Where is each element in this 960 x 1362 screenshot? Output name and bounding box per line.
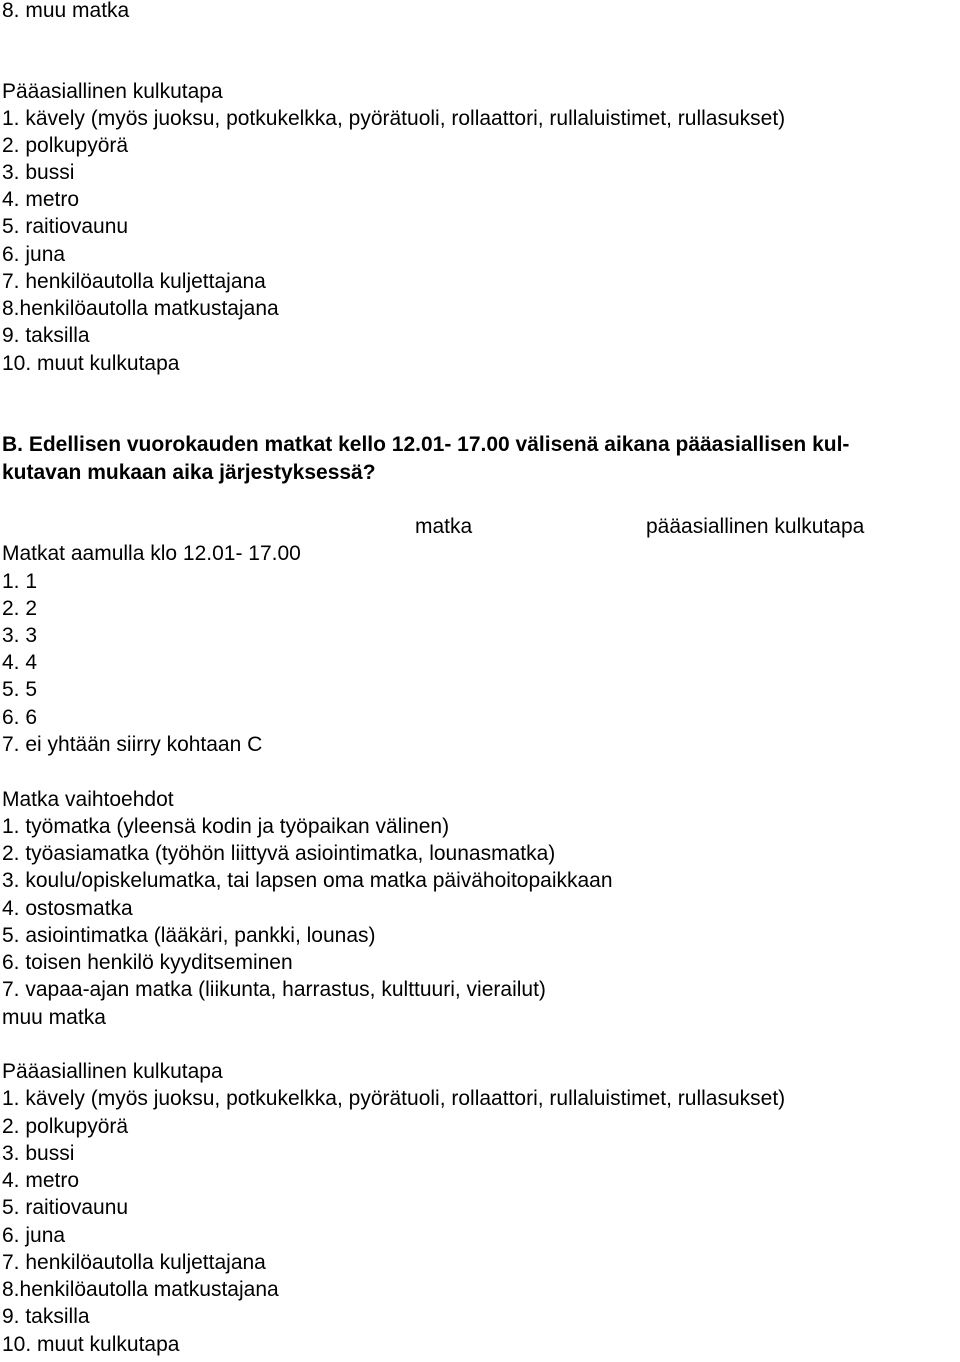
top-item: 8. muu matka <box>2 0 130 22</box>
list2-item: 7. henkilöautolla kuljettajana <box>2 1251 266 1274</box>
list2-item: 5. raitiovaunu <box>2 1196 129 1219</box>
list1-item: 8.henkilöautolla matkustajana <box>2 297 279 320</box>
list2-item: 9. taksilla <box>2 1305 90 1328</box>
column-header-matka: matka <box>415 515 473 538</box>
section-b-heading-line2: kutavan mukaan aika järjestyksessä? <box>2 461 376 484</box>
list1-item: 5. raitiovaunu <box>2 215 129 238</box>
option-item: muu matka <box>2 1006 106 1029</box>
table-row: 5. 5 <box>2 678 38 701</box>
list1-item: 4. metro <box>2 188 80 211</box>
list2-item: 8.henkilöautolla matkustajana <box>2 1278 279 1301</box>
option-item: 7. vapaa-ajan matka (liikunta, harrastus, kulttuuri, vierailut) <box>2 978 546 1001</box>
list2-item: 2. polkupyörä <box>2 1115 129 1138</box>
table-row-title: Matkat aamulla klo 12.01- 17.00 <box>2 542 301 565</box>
list1-item: 2. polkupyörä <box>2 134 129 157</box>
list1-item: 1. kävely (myös juoksu, potkukelkka, pyörätuoli, rollaattori, rullaluistimet, rullasukset) <box>2 107 786 130</box>
list1-heading: Pääasiallinen kulkutapa <box>2 80 223 103</box>
list2-item: 1. kävely (myös juoksu, potkukelkka, pyörätuoli, rollaattori, rullaluistimet, rullasukset) <box>2 1087 786 1110</box>
list1-item: 6. juna <box>2 243 66 266</box>
options-heading: Matka vaihtoehdot <box>2 788 174 811</box>
list2-item: 3. bussi <box>2 1142 75 1165</box>
list2-item: 6. juna <box>2 1224 66 1247</box>
list1-item: 7. henkilöautolla kuljettajana <box>2 270 266 293</box>
option-item: 5. asiointimatka (lääkäri, pankki, lounas) <box>2 924 376 947</box>
option-item: 3. koulu/opiskelumatka, tai lapsen oma matka päivähoitopaikkaan <box>2 869 613 892</box>
section-b-heading-line1: B. Edellisen vuorokauden matkat kello 12.01- 17.00 välisenä aikana pääasiallisen kul- <box>2 433 850 456</box>
list2-item: 4. metro <box>2 1169 80 1192</box>
list1-item: 9. taksilla <box>2 324 90 347</box>
list1-item: 10. muut kulkutapa <box>2 352 180 375</box>
column-header-kulkutapa: pääasiallinen kulkutapa <box>646 515 865 538</box>
table-row: 6. 6 <box>2 706 38 729</box>
table-row: 3. 3 <box>2 624 38 647</box>
table-row: 1. 1 <box>2 570 38 593</box>
table-row: 4. 4 <box>2 651 38 674</box>
list2-item: 10. muut kulkutapa <box>2 1333 180 1356</box>
option-item: 1. työmatka (yleensä kodin ja työpaikan välinen) <box>2 815 450 838</box>
table-row: 2. 2 <box>2 597 38 620</box>
list2-heading: Pääasiallinen kulkutapa <box>2 1060 223 1083</box>
table-row: 7. ei yhtään siirry kohtaan C <box>2 733 263 756</box>
list1-item: 3. bussi <box>2 161 75 184</box>
option-item: 2. työasiamatka (työhön liittyvä asiointimatka, lounasmatka) <box>2 842 556 865</box>
option-item: 4. ostosmatka <box>2 897 133 920</box>
option-item: 6. toisen henkilö kyyditseminen <box>2 951 293 974</box>
